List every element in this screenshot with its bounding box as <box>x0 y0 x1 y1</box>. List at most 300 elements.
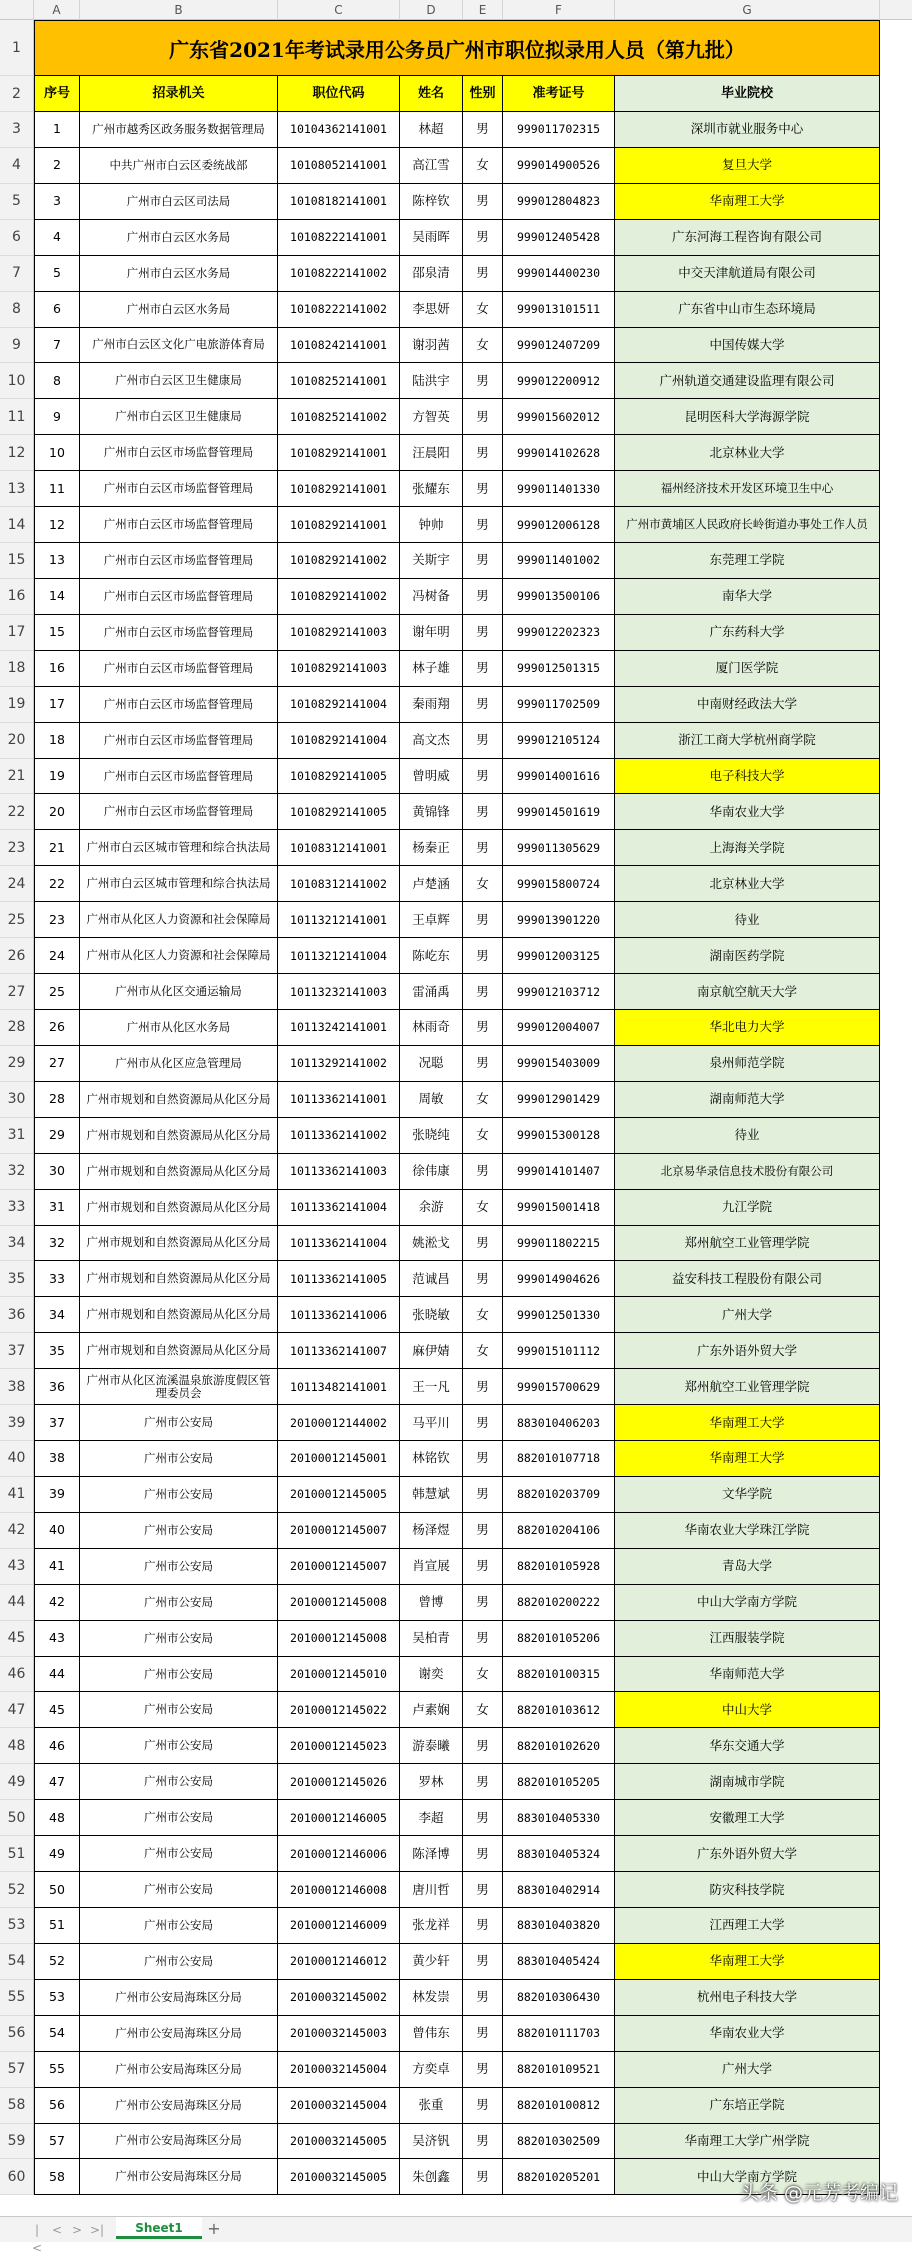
cell-school[interactable]: 湖南城市学院 <box>615 1764 880 1800</box>
cell-seq[interactable]: 25 <box>34 974 80 1010</box>
cell-name[interactable]: 王一凡 <box>400 1369 463 1405</box>
cell-code[interactable]: 20100012145007 <box>278 1513 400 1549</box>
column-letter-e[interactable]: E <box>463 0 503 20</box>
cell-school[interactable]: 郑州航空工业管理学院 <box>615 1369 880 1405</box>
row-number[interactable]: 36 <box>0 1297 34 1333</box>
cell-name[interactable]: 卢楚涵 <box>400 866 463 902</box>
cell-gender[interactable]: 女 <box>463 866 503 902</box>
cell-exam[interactable]: 882010306430 <box>503 1980 615 2016</box>
cell-school[interactable]: 华南农业大学珠江学院 <box>615 1513 880 1549</box>
cell-name[interactable]: 陈梓钦 <box>400 184 463 220</box>
cell-org[interactable]: 广州市白云区司法局 <box>80 184 278 220</box>
cell-gender[interactable]: 男 <box>463 507 503 543</box>
cell-code[interactable]: 10108252141002 <box>278 399 400 435</box>
cell-name[interactable]: 林子雄 <box>400 651 463 687</box>
cell-exam[interactable]: 999013101511 <box>503 292 615 328</box>
cell-code[interactable]: 20100012145001 <box>278 1441 400 1477</box>
cell-org[interactable]: 广州市白云区水务局 <box>80 256 278 292</box>
cell-school[interactable]: 福州经济技术开发区环境卫生中心 <box>615 471 880 507</box>
cell-gender[interactable]: 男 <box>463 759 503 795</box>
cell-gender[interactable]: 男 <box>463 938 503 974</box>
cell-school[interactable]: 北京林业大学 <box>615 866 880 902</box>
cell-org[interactable]: 广州市从化区人力资源和社会保障局 <box>80 938 278 974</box>
cell-org[interactable]: 广州市白云区市场监督管理局 <box>80 507 278 543</box>
cell-name[interactable]: 黄锦锋 <box>400 794 463 830</box>
cell-name[interactable]: 高江雪 <box>400 148 463 184</box>
cell-exam[interactable]: 882010105928 <box>503 1549 615 1585</box>
cell-org[interactable]: 广州市白云区城市管理和综合执法局 <box>80 866 278 902</box>
cell-seq[interactable]: 50 <box>34 1872 80 1908</box>
cell-org[interactable]: 广州市白云区市场监督管理局 <box>80 651 278 687</box>
cell-seq[interactable]: 9 <box>34 399 80 435</box>
cell-name[interactable]: 曾伟东 <box>400 2016 463 2052</box>
row-number[interactable]: 19 <box>0 687 34 723</box>
cell-name[interactable]: 韩慧斌 <box>400 1477 463 1513</box>
cell-name[interactable]: 林发崇 <box>400 1980 463 2016</box>
cell-exam[interactable]: 999012901429 <box>503 1082 615 1118</box>
cell-exam[interactable]: 883010403820 <box>503 1908 615 1944</box>
cell-org[interactable]: 广州市公安局 <box>80 1872 278 1908</box>
row-number[interactable]: 15 <box>0 543 34 579</box>
row-number[interactable]: 41 <box>0 1477 34 1513</box>
row-number[interactable]: 27 <box>0 974 34 1010</box>
cell-exam[interactable]: 999014900526 <box>503 148 615 184</box>
row-number[interactable]: 29 <box>0 1046 34 1082</box>
row-number[interactable]: 50 <box>0 1800 34 1836</box>
cell-school[interactable]: 东莞理工学院 <box>615 543 880 579</box>
column-letter-f[interactable]: F <box>503 0 615 20</box>
row-number[interactable]: 34 <box>0 1226 34 1262</box>
cell-gender[interactable]: 女 <box>463 1692 503 1728</box>
cell-school[interactable]: 上海海关学院 <box>615 830 880 866</box>
row-number[interactable]: 31 <box>0 1118 34 1154</box>
row-number[interactable]: 21 <box>0 759 34 795</box>
row-number[interactable]: 58 <box>0 2088 34 2124</box>
cell-exam[interactable]: 882010109521 <box>503 2052 615 2088</box>
row-number[interactable]: 7 <box>0 256 34 292</box>
cell-seq[interactable]: 13 <box>34 543 80 579</box>
row-number[interactable]: 26 <box>0 938 34 974</box>
cell-seq[interactable]: 7 <box>34 328 80 364</box>
cell-exam[interactable]: 999012004007 <box>503 1010 615 1046</box>
cell-school[interactable]: 待业 <box>615 902 880 938</box>
next-sheet-nav-icon[interactable]: > <box>71 2223 83 2237</box>
cell-code[interactable]: 10108222141001 <box>278 220 400 256</box>
cell-name[interactable]: 李超 <box>400 1800 463 1836</box>
cell-school[interactable]: 北京易华录信息技术股份有限公司 <box>615 1154 880 1190</box>
cell-org[interactable]: 广州市从化区应急管理局 <box>80 1046 278 1082</box>
cell-org[interactable]: 广州市规划和自然资源局从化区分局 <box>80 1154 278 1190</box>
cell-seq[interactable]: 51 <box>34 1908 80 1944</box>
cell-org[interactable]: 广州市公安局 <box>80 1728 278 1764</box>
cell-exam[interactable]: 882010103612 <box>503 1692 615 1728</box>
cell-exam[interactable]: 882010205201 <box>503 2159 615 2195</box>
cell-code[interactable]: 20100012145023 <box>278 1728 400 1764</box>
row-number[interactable]: 5 <box>0 184 34 220</box>
cell-gender[interactable]: 男 <box>463 399 503 435</box>
row-number[interactable]: 38 <box>0 1369 34 1405</box>
cell-code[interactable]: 10108312141002 <box>278 866 400 902</box>
cell-exam[interactable]: 999012003125 <box>503 938 615 974</box>
row-number[interactable]: 14 <box>0 507 34 543</box>
row-number[interactable]: 54 <box>0 1944 34 1980</box>
cell-exam[interactable]: 999015700629 <box>503 1369 615 1405</box>
header-cell-gender[interactable]: 性别 <box>463 76 503 112</box>
cell-org[interactable]: 广州市从化区流溪温泉旅游度假区管理委员会 <box>80 1369 278 1405</box>
cell-school[interactable]: 电子科技大学 <box>615 759 880 795</box>
cell-school[interactable]: 广东外语外贸大学 <box>615 1836 880 1872</box>
row-number[interactable]: 42 <box>0 1513 34 1549</box>
cell-name[interactable]: 陆洪宇 <box>400 363 463 399</box>
cell-org[interactable]: 广州市白云区水务局 <box>80 292 278 328</box>
cell-exam[interactable]: 999012407209 <box>503 328 615 364</box>
cell-exam[interactable]: 883010405330 <box>503 1800 615 1836</box>
cell-code[interactable]: 10113362141005 <box>278 1261 400 1297</box>
cell-seq[interactable]: 32 <box>34 1226 80 1262</box>
cell-exam[interactable]: 999012501330 <box>503 1297 615 1333</box>
cell-name[interactable]: 方智英 <box>400 399 463 435</box>
cell-school[interactable]: 华南理工大学广州学院 <box>615 2124 880 2160</box>
column-letter-c[interactable]: C <box>278 0 400 20</box>
cell-seq[interactable]: 49 <box>34 1836 80 1872</box>
cell-exam[interactable]: 999012202323 <box>503 615 615 651</box>
row-number[interactable]: 39 <box>0 1405 34 1441</box>
header-cell-seq[interactable]: 序号 <box>34 76 80 112</box>
cell-seq[interactable]: 19 <box>34 759 80 795</box>
cell-name[interactable]: 朱创鑫 <box>400 2159 463 2195</box>
cell-org[interactable]: 广州市规划和自然资源局从化区分局 <box>80 1118 278 1154</box>
row-number[interactable]: 2 <box>0 76 34 112</box>
cell-seq[interactable]: 58 <box>34 2159 80 2195</box>
cell-seq[interactable]: 16 <box>34 651 80 687</box>
cell-gender[interactable]: 男 <box>463 687 503 723</box>
cell-exam[interactable]: 999014501619 <box>503 794 615 830</box>
cell-school[interactable]: 华北电力大学 <box>615 1010 880 1046</box>
cell-org[interactable]: 广州市公安局海珠区分局 <box>80 2124 278 2160</box>
cell-org[interactable]: 广州市公安局海珠区分局 <box>80 1980 278 2016</box>
cell-org[interactable]: 广州市越秀区政务服务数据管理局 <box>80 112 278 148</box>
cell-code[interactable]: 20100012146005 <box>278 1800 400 1836</box>
cell-name[interactable]: 周敏 <box>400 1082 463 1118</box>
cell-seq[interactable]: 8 <box>34 363 80 399</box>
row-number[interactable]: 48 <box>0 1728 34 1764</box>
cell-gender[interactable]: 男 <box>463 543 503 579</box>
cell-code[interactable]: 20100012145005 <box>278 1477 400 1513</box>
row-number[interactable]: 16 <box>0 579 34 615</box>
cell-name[interactable]: 游泰曦 <box>400 1728 463 1764</box>
cell-gender[interactable]: 男 <box>463 1405 503 1441</box>
cell-exam[interactable]: 999014102628 <box>503 435 615 471</box>
cell-gender[interactable]: 男 <box>463 112 503 148</box>
cell-org[interactable]: 广州市公安局 <box>80 1944 278 1980</box>
cell-seq[interactable]: 20 <box>34 794 80 830</box>
cell-gender[interactable]: 女 <box>463 292 503 328</box>
cell-exam[interactable]: 882010203709 <box>503 1477 615 1513</box>
cell-org[interactable]: 广州市白云区市场监督管理局 <box>80 471 278 507</box>
row-number[interactable]: 51 <box>0 1836 34 1872</box>
cell-org[interactable]: 广州市公安局海珠区分局 <box>80 2052 278 2088</box>
cell-gender[interactable]: 男 <box>463 1154 503 1190</box>
cell-seq[interactable]: 46 <box>34 1728 80 1764</box>
cell-code[interactable]: 20100012145026 <box>278 1764 400 1800</box>
cell-gender[interactable]: 女 <box>463 148 503 184</box>
cell-name[interactable]: 秦雨翔 <box>400 687 463 723</box>
row-number[interactable]: 17 <box>0 615 34 651</box>
cell-exam[interactable]: 999011305629 <box>503 830 615 866</box>
cell-gender[interactable]: 男 <box>463 471 503 507</box>
cell-exam[interactable]: 999012105124 <box>503 723 615 759</box>
cell-school[interactable]: 江西理工大学 <box>615 1908 880 1944</box>
cell-org[interactable]: 广州市白云区市场监督管理局 <box>80 723 278 759</box>
cell-code[interactable]: 10108312141001 <box>278 830 400 866</box>
cell-name[interactable]: 谢羽茜 <box>400 328 463 364</box>
cell-org[interactable]: 广州市白云区市场监督管理局 <box>80 794 278 830</box>
cell-org[interactable]: 广州市公安局 <box>80 1477 278 1513</box>
cell-name[interactable]: 吴济钒 <box>400 2124 463 2160</box>
cell-seq[interactable]: 22 <box>34 866 80 902</box>
cell-exam[interactable]: 882010105206 <box>503 1621 615 1657</box>
header-cell-name[interactable]: 姓名 <box>400 76 463 112</box>
cell-gender[interactable]: 男 <box>463 1549 503 1585</box>
cell-exam[interactable]: 883010406203 <box>503 1405 615 1441</box>
cell-school[interactable]: 昆明医科大学海源学院 <box>615 399 880 435</box>
cell-seq[interactable]: 53 <box>34 1980 80 2016</box>
cell-name[interactable]: 钟帅 <box>400 507 463 543</box>
cell-code[interactable]: 10108222141002 <box>278 292 400 328</box>
cell-seq[interactable]: 45 <box>34 1692 80 1728</box>
cell-code[interactable]: 10108292141002 <box>278 579 400 615</box>
row-number[interactable]: 4 <box>0 148 34 184</box>
cell-gender[interactable]: 女 <box>463 1333 503 1369</box>
row-number[interactable]: 8 <box>0 292 34 328</box>
cell-gender[interactable]: 男 <box>463 902 503 938</box>
cell-org[interactable]: 广州市规划和自然资源局从化区分局 <box>80 1297 278 1333</box>
row-number[interactable]: 24 <box>0 866 34 902</box>
cell-exam[interactable]: 883010402914 <box>503 1872 615 1908</box>
cell-gender[interactable]: 男 <box>463 1908 503 1944</box>
cell-exam[interactable]: 999014904626 <box>503 1261 615 1297</box>
cell-gender[interactable]: 男 <box>463 2016 503 2052</box>
cell-exam[interactable]: 882010204106 <box>503 1513 615 1549</box>
row-number[interactable]: 32 <box>0 1154 34 1190</box>
cell-gender[interactable]: 女 <box>463 1082 503 1118</box>
cell-exam[interactable]: 999012804823 <box>503 184 615 220</box>
cell-seq[interactable]: 52 <box>34 1944 80 1980</box>
cell-seq[interactable]: 24 <box>34 938 80 974</box>
cell-org[interactable]: 广州市白云区市场监督管理局 <box>80 543 278 579</box>
cell-org[interactable]: 广州市公安局 <box>80 1800 278 1836</box>
cell-code[interactable]: 20100012144002 <box>278 1405 400 1441</box>
row-number[interactable]: 28 <box>0 1010 34 1046</box>
cell-school[interactable]: 安徽理工大学 <box>615 1800 880 1836</box>
cell-code[interactable]: 20100012146012 <box>278 1944 400 1980</box>
cell-gender[interactable]: 男 <box>463 256 503 292</box>
cell-exam[interactable]: 882010102620 <box>503 1728 615 1764</box>
select-all-corner[interactable] <box>0 0 34 20</box>
cell-gender[interactable]: 女 <box>463 1190 503 1226</box>
cell-gender[interactable]: 男 <box>463 1872 503 1908</box>
cell-org[interactable]: 广州市从化区人力资源和社会保障局 <box>80 902 278 938</box>
row-number[interactable]: 9 <box>0 328 34 364</box>
row-number[interactable]: 25 <box>0 902 34 938</box>
cell-exam[interactable]: 882010111703 <box>503 2016 615 2052</box>
cell-seq[interactable]: 38 <box>34 1441 80 1477</box>
row-number[interactable]: 57 <box>0 2052 34 2088</box>
cell-seq[interactable]: 12 <box>34 507 80 543</box>
cell-gender[interactable]: 男 <box>463 1226 503 1262</box>
cell-name[interactable]: 卢素娴 <box>400 1692 463 1728</box>
row-number[interactable]: 45 <box>0 1621 34 1657</box>
cell-gender[interactable]: 男 <box>463 2159 503 2195</box>
cell-seq[interactable]: 14 <box>34 579 80 615</box>
cell-name[interactable]: 谢奕 <box>400 1657 463 1693</box>
cell-code[interactable]: 10113232141003 <box>278 974 400 1010</box>
row-number[interactable]: 22 <box>0 794 34 830</box>
cell-seq[interactable]: 36 <box>34 1369 80 1405</box>
cell-exam[interactable]: 882010105205 <box>503 1764 615 1800</box>
cell-name[interactable]: 陈泽博 <box>400 1836 463 1872</box>
cell-org[interactable]: 广州市白云区水务局 <box>80 220 278 256</box>
row-number[interactable]: 13 <box>0 471 34 507</box>
cell-gender[interactable]: 女 <box>463 1657 503 1693</box>
cell-org[interactable]: 广州市公安局 <box>80 1549 278 1585</box>
row-number[interactable]: 37 <box>0 1333 34 1369</box>
cell-school[interactable]: 中国传媒大学 <box>615 328 880 364</box>
cell-name[interactable]: 吴雨晖 <box>400 220 463 256</box>
cell-gender[interactable]: 男 <box>463 1621 503 1657</box>
cell-name[interactable]: 张晓纯 <box>400 1118 463 1154</box>
cell-org[interactable]: 广州市从化区交通运输局 <box>80 974 278 1010</box>
cell-seq[interactable]: 37 <box>34 1405 80 1441</box>
row-number[interactable]: 53 <box>0 1908 34 1944</box>
cell-code[interactable]: 10108252141001 <box>278 363 400 399</box>
cell-name[interactable]: 马平川 <box>400 1405 463 1441</box>
row-number[interactable]: 1 <box>0 20 34 76</box>
cell-exam[interactable]: 883010405324 <box>503 1836 615 1872</box>
cell-code[interactable]: 10113242141001 <box>278 1010 400 1046</box>
cell-name[interactable]: 王卓辉 <box>400 902 463 938</box>
cell-code[interactable]: 10113362141001 <box>278 1082 400 1118</box>
cell-code[interactable]: 10104362141001 <box>278 112 400 148</box>
cell-seq[interactable]: 31 <box>34 1190 80 1226</box>
cell-exam[interactable]: 999011802215 <box>503 1226 615 1262</box>
cell-seq[interactable]: 56 <box>34 2088 80 2124</box>
first-sheet-nav-icon[interactable]: |< <box>31 2223 43 2255</box>
cell-school[interactable]: 广州大学 <box>615 2052 880 2088</box>
cell-seq[interactable]: 1 <box>34 112 80 148</box>
cell-exam[interactable]: 883010405424 <box>503 1944 615 1980</box>
cell-org[interactable]: 广州市公安局 <box>80 1764 278 1800</box>
cell-seq[interactable]: 27 <box>34 1046 80 1082</box>
cell-school[interactable]: 杭州电子科技大学 <box>615 1980 880 2016</box>
row-number[interactable]: 59 <box>0 2124 34 2160</box>
cell-gender[interactable]: 男 <box>463 1010 503 1046</box>
cell-school[interactable]: 中交天津航道局有限公司 <box>615 256 880 292</box>
cell-school[interactable]: 青岛大学 <box>615 1549 880 1585</box>
cell-name[interactable]: 余游 <box>400 1190 463 1226</box>
cell-seq[interactable]: 54 <box>34 2016 80 2052</box>
cell-gender[interactable]: 男 <box>463 615 503 651</box>
row-number[interactable]: 23 <box>0 830 34 866</box>
row-number[interactable]: 33 <box>0 1190 34 1226</box>
cell-seq[interactable]: 44 <box>34 1657 80 1693</box>
cell-exam[interactable]: 999015001418 <box>503 1190 615 1226</box>
row-number[interactable]: 46 <box>0 1657 34 1693</box>
sheet-tab-sheet1[interactable]: Sheet1 <box>116 2217 202 2239</box>
cell-code[interactable]: 10108292141001 <box>278 471 400 507</box>
cell-school[interactable]: 江西服装学院 <box>615 1621 880 1657</box>
cell-code[interactable]: 20100012145010 <box>278 1657 400 1693</box>
cell-name[interactable]: 关斯宇 <box>400 543 463 579</box>
cell-org[interactable]: 广州市公安局 <box>80 1836 278 1872</box>
cell-school[interactable]: 华南师范大学 <box>615 1657 880 1693</box>
row-number[interactable]: 49 <box>0 1764 34 1800</box>
cell-gender[interactable]: 男 <box>463 1046 503 1082</box>
column-letter-b[interactable]: B <box>80 0 278 20</box>
cell-school[interactable]: 南华大学 <box>615 579 880 615</box>
cell-school[interactable]: 广州大学 <box>615 1297 880 1333</box>
cell-code[interactable]: 10108292141004 <box>278 687 400 723</box>
cell-org[interactable]: 广州市白云区市场监督管理局 <box>80 759 278 795</box>
cell-code[interactable]: 10113362141007 <box>278 1333 400 1369</box>
cell-seq[interactable]: 15 <box>34 615 80 651</box>
header-cell-exam[interactable]: 准考证号 <box>503 76 615 112</box>
cell-school[interactable]: 华南理工大学 <box>615 1944 880 1980</box>
cell-code[interactable]: 20100012145008 <box>278 1621 400 1657</box>
row-number[interactable]: 44 <box>0 1585 34 1621</box>
cell-seq[interactable]: 40 <box>34 1513 80 1549</box>
cell-gender[interactable]: 男 <box>463 2052 503 2088</box>
cell-school[interactable]: 华东交通大学 <box>615 1728 880 1764</box>
row-number[interactable]: 6 <box>0 220 34 256</box>
row-number[interactable]: 43 <box>0 1549 34 1585</box>
cell-school[interactable]: 湖南医药学院 <box>615 938 880 974</box>
last-sheet-nav-icon[interactable]: >| <box>90 2223 105 2237</box>
cell-code[interactable]: 10113362141002 <box>278 1118 400 1154</box>
cell-code[interactable]: 20100032145004 <box>278 2052 400 2088</box>
cell-org[interactable]: 广州市白云区市场监督管理局 <box>80 579 278 615</box>
cell-gender[interactable]: 女 <box>463 1297 503 1333</box>
cell-school[interactable]: 广东省中山市生态环境局 <box>615 292 880 328</box>
cell-school[interactable]: 广东药科大学 <box>615 615 880 651</box>
cell-seq[interactable]: 30 <box>34 1154 80 1190</box>
cell-name[interactable]: 黄少轩 <box>400 1944 463 1980</box>
cell-school[interactable]: 中山大学南方学院 <box>615 2159 880 2195</box>
cell-name[interactable]: 唐川哲 <box>400 1872 463 1908</box>
cell-code[interactable]: 10108292141005 <box>278 794 400 830</box>
cell-gender[interactable]: 男 <box>463 1764 503 1800</box>
cell-name[interactable]: 高文杰 <box>400 723 463 759</box>
cell-org[interactable]: 广州市公安局 <box>80 1441 278 1477</box>
cell-org[interactable]: 广州市公安局 <box>80 1405 278 1441</box>
cell-school[interactable]: 湖南师范大学 <box>615 1082 880 1118</box>
cell-gender[interactable]: 男 <box>463 1944 503 1980</box>
cell-name[interactable]: 方奕卓 <box>400 2052 463 2088</box>
cell-name[interactable]: 张龙祥 <box>400 1908 463 1944</box>
cell-org[interactable]: 广州市公安局海珠区分局 <box>80 2159 278 2195</box>
cell-school[interactable]: 广东外语外贸大学 <box>615 1333 880 1369</box>
cell-code[interactable]: 20100012145022 <box>278 1692 400 1728</box>
cell-code[interactable]: 10108222141002 <box>278 256 400 292</box>
cell-gender[interactable]: 男 <box>463 435 503 471</box>
cell-seq[interactable]: 5 <box>34 256 80 292</box>
cell-org[interactable]: 广州市公安局 <box>80 1585 278 1621</box>
cell-code[interactable]: 10108242141001 <box>278 328 400 364</box>
cell-code[interactable]: 10108292141003 <box>278 651 400 687</box>
cell-exam[interactable]: 882010302509 <box>503 2124 615 2160</box>
cell-gender[interactable]: 男 <box>463 1728 503 1764</box>
cell-seq[interactable]: 17 <box>34 687 80 723</box>
